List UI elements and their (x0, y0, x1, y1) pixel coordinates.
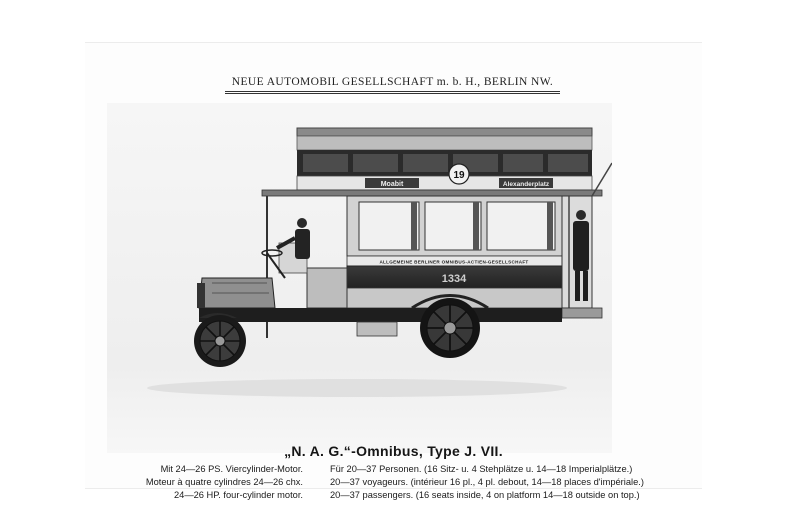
engine-spec-english: 24—26 HP. four-cylinder motor. (173, 490, 303, 500)
destination-sign-right: Alexanderplatz (502, 181, 550, 188)
capacity-specs (330, 463, 700, 502)
route-number: 19 (453, 170, 465, 181)
page-header: NEUE AUTOMOBIL GESELLSCHAFT m. b. H., BERLIN NW. (231, 76, 554, 88)
engine-specs (105, 463, 303, 502)
omnibus-photograph (107, 103, 612, 453)
capacity-spec-english: 20—37 passengers. (16 seats inside, 4 on platform 14—18 outside on top.) (330, 490, 640, 500)
header-rule (225, 91, 560, 94)
capacity-spec-german: Für 20—37 Personen. (16 Sitz- u. 4 Stehplätze u. 14—18 Imperialplätze.) (330, 464, 633, 474)
capacity-spec-french: 20—37 voyageurs. (intérieur 16 pl., 4 pl. debout, 14—18 places d'impériale.) (330, 477, 644, 487)
destination-sign-left: Moabit (380, 181, 404, 188)
engine-spec-german: Mit 24—26 PS. Viercylinder-Motor. (160, 464, 303, 474)
catalogue-page (85, 42, 702, 500)
catalogue-title: „N. A. G.“-Omnibus, Type J. VII. (284, 443, 503, 459)
engine-spec-french: Moteur à quatre cylindres 24—26 chx. (145, 477, 303, 487)
operator-band: ALLGEMEINE BERLINER OMNIBUS-ACTIEN-GESELLSCHAFT (379, 259, 529, 265)
fleet-number: 1334 (441, 273, 467, 285)
